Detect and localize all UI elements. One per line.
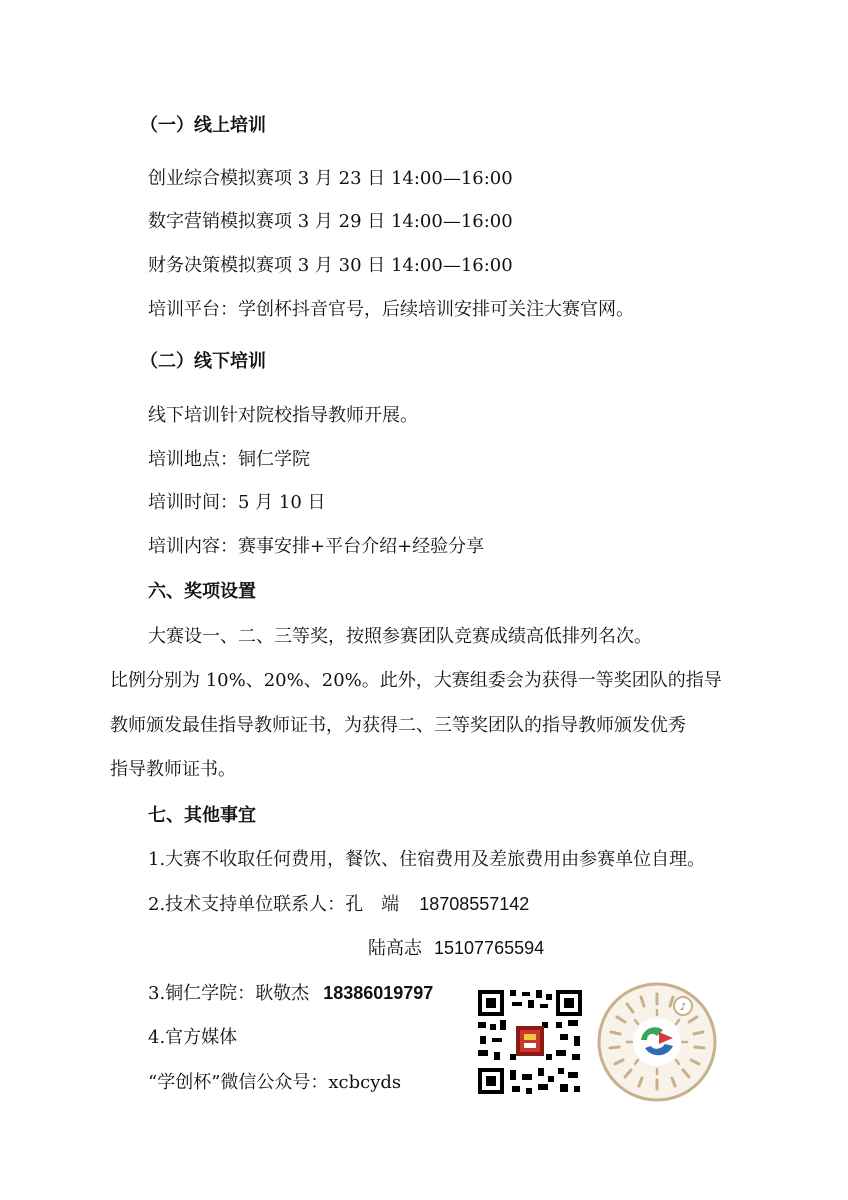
mini-program-code-icon: [597, 982, 717, 1102]
online-training-item: 数字营销模拟赛项 3 月 29 日 14:00—16:00: [148, 211, 513, 232]
training-platform: 培训平台：学创杯抖音官号，后续培训安排可关注大赛官网。: [148, 299, 634, 320]
offline-training-item: 培训内容：赛事安排+平台介绍+经验分享: [148, 536, 485, 557]
contact-name: 陆高志: [368, 938, 422, 959]
tongren-contact-line: [148, 981, 433, 1006]
official-media-label: 4.官方媒体: [148, 1027, 238, 1048]
tech-support-label: 2.技术支持单位联系人：: [148, 894, 346, 915]
tongren-contact-phone: 18386019797: [323, 983, 434, 1003]
contact-name: 孔 端: [345, 894, 400, 915]
qr-code-icon: [476, 988, 584, 1096]
tongren-contact-name: 耿敬杰: [255, 983, 310, 1004]
other-matters-item-1: 1.大赛不收取任何费用，餐饮、住宿费用及差旅费用由参赛单位自理。: [148, 849, 706, 870]
awards-paragraph-line: 教师颁发最佳指导教师证书，为获得二、三等奖团队的指导教师颁发优秀: [110, 715, 686, 736]
section-other-matters-title: 七、其他事宜: [148, 805, 256, 826]
awards-paragraph-line: 比例分别为 10%、20%、20%。此外，大赛组委会为获得一等奖团队的指导: [110, 670, 722, 691]
section-online-training-title: （一）线上培训: [140, 115, 266, 136]
contact-phone: 15107765594: [434, 938, 545, 958]
tech-support-contact-line-2: [368, 936, 544, 961]
section-awards-title: 六、奖项设置: [148, 581, 256, 602]
online-training-item: 财务决策模拟赛项 3 月 30 日 14:00—16:00: [148, 255, 513, 276]
svg-text:♪: ♪: [679, 1002, 687, 1013]
awards-paragraph-line: 大赛设一、二、三等奖，按照参赛团队竞赛成绩高低排列名次。: [148, 626, 652, 647]
contact-phone: 18708557142: [419, 894, 530, 914]
wechat-account: “学创杯”微信公众号：xcbcyds: [148, 1072, 402, 1093]
section-offline-training-title: （二）线下培训: [140, 351, 266, 372]
offline-training-item: 培训地点：铜仁学院: [148, 449, 310, 470]
tongren-label: 3.铜仁学院：: [148, 983, 256, 1004]
tech-support-contact-line: [148, 892, 529, 917]
online-training-item: 创业综合模拟赛项 3 月 23 日 14:00—16:00: [148, 168, 513, 189]
offline-training-item: 培训时间：5 月 10 日: [148, 492, 326, 513]
offline-training-item: 线下培训针对院校指导教师开展。: [148, 405, 418, 426]
awards-paragraph-line: 指导教师证书。: [110, 759, 236, 780]
